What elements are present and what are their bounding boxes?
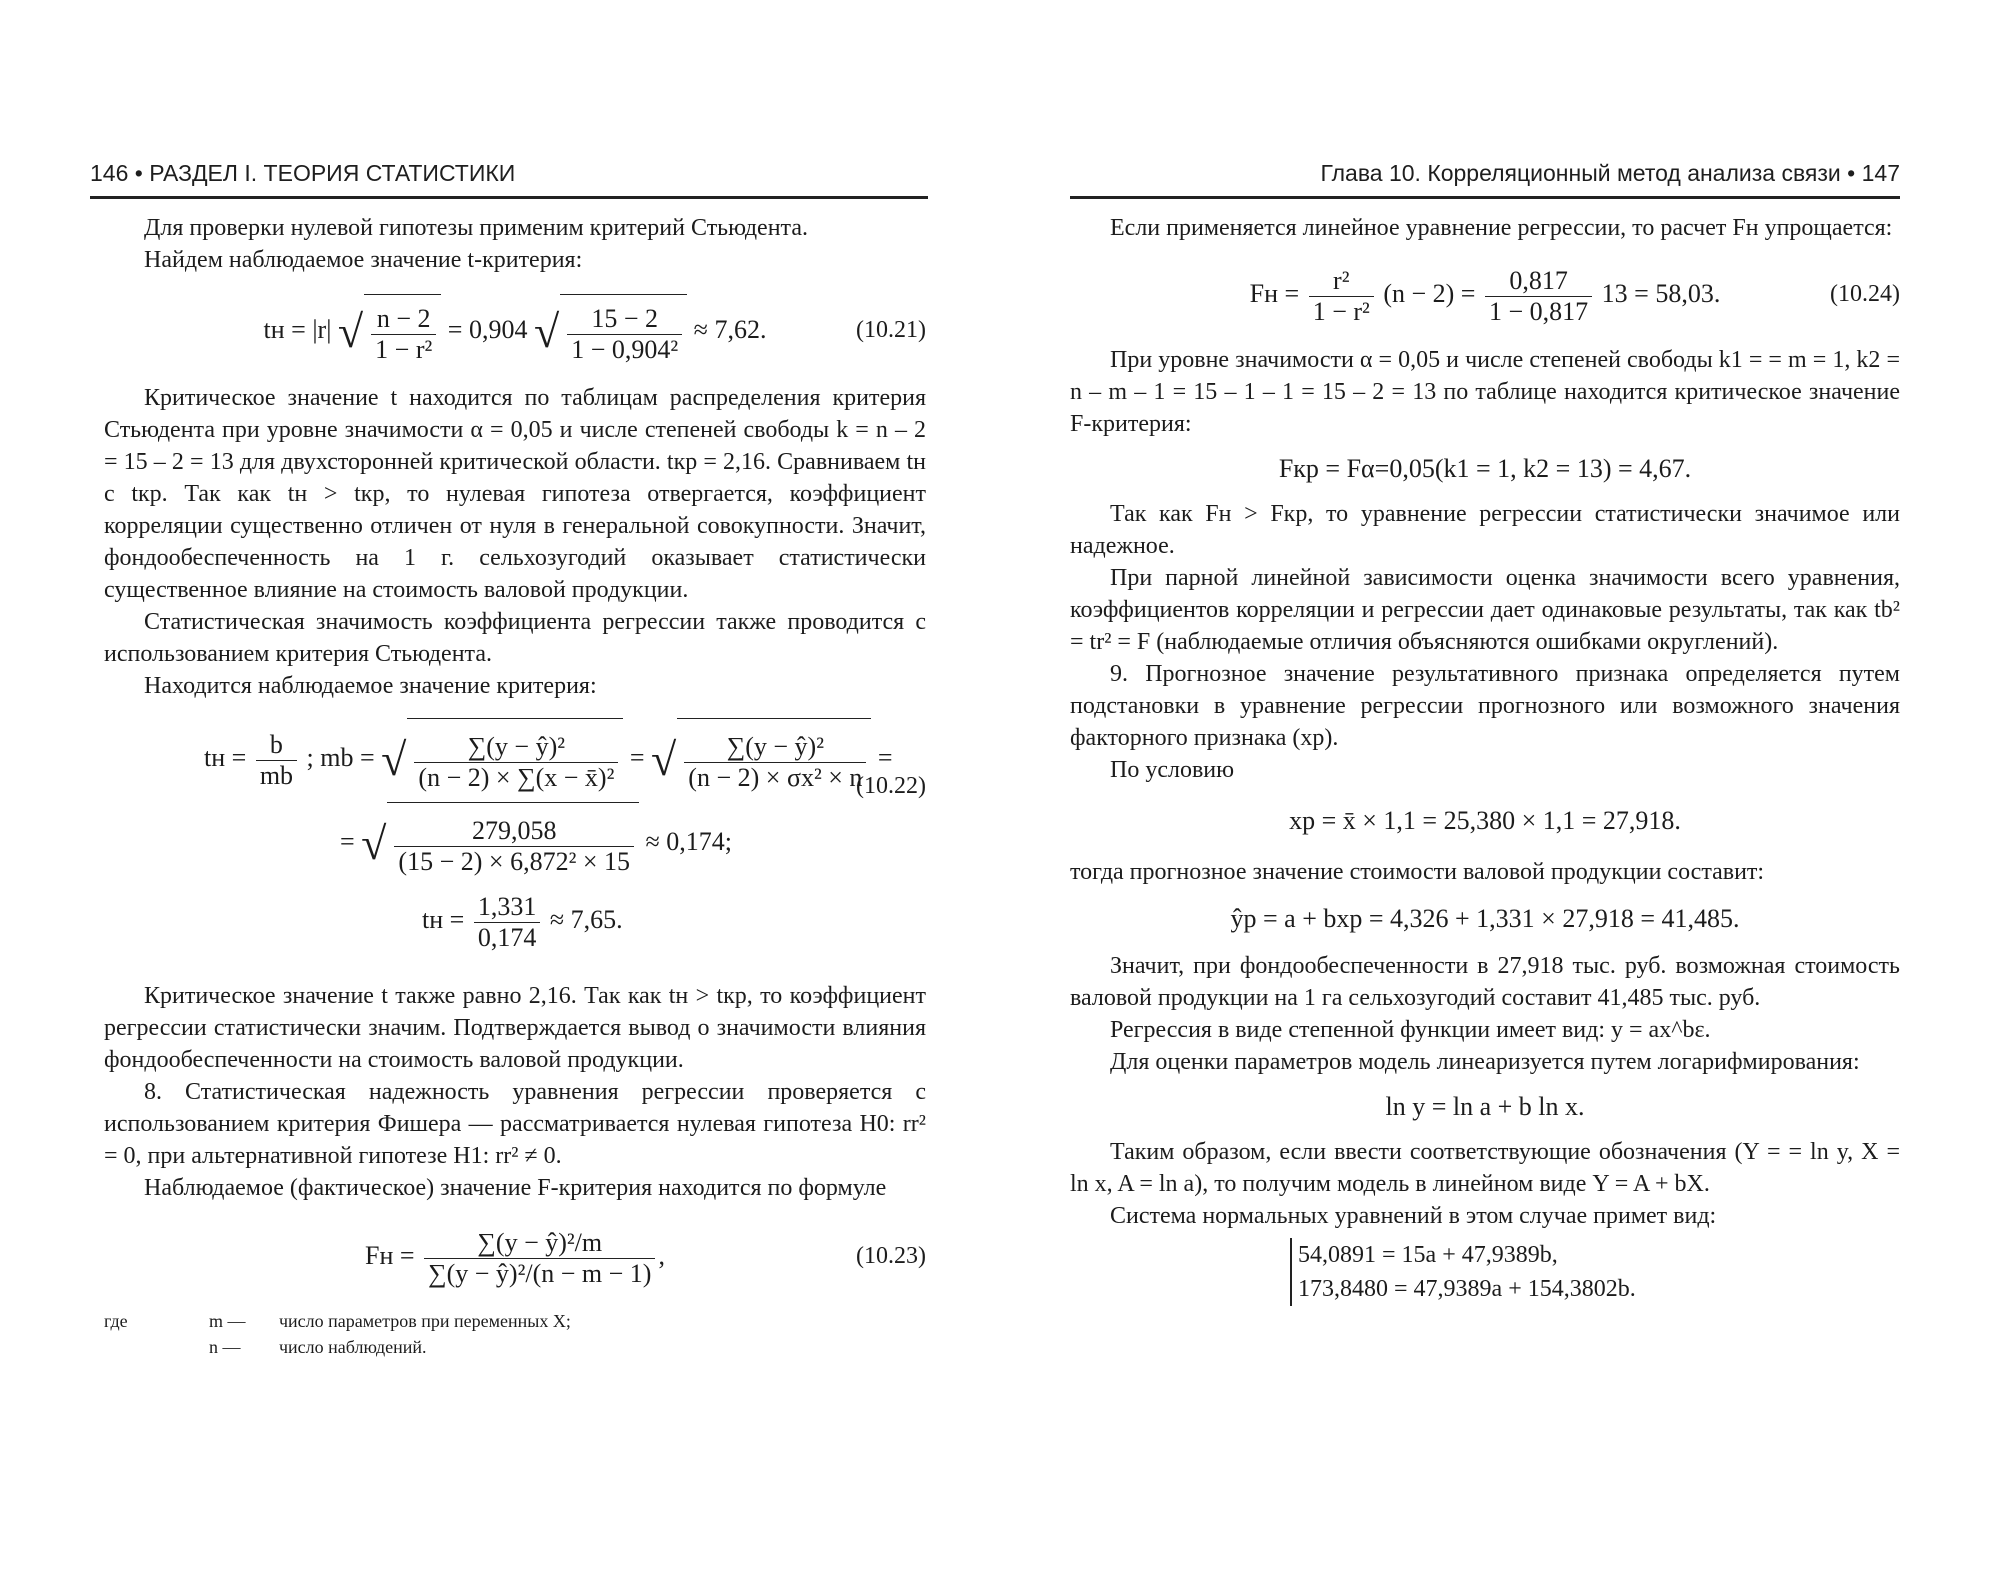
paragraph: Для оценки параметров модель линеаризуется путем логарифмирования: xyxy=(1110,1049,1860,1075)
sqrt-body xyxy=(387,802,639,887)
fraction xyxy=(684,732,866,793)
where-row xyxy=(104,1334,926,1360)
equation-number: (10.22) xyxy=(856,773,926,799)
paragraph: Найдем наблюдаемое значение t-критерия: xyxy=(144,247,583,273)
equation-10-24 xyxy=(1070,256,1900,332)
paragraph: Если применяется линейное уравнение регрессии, то расчет Fн упрощается: xyxy=(1110,215,1893,241)
denominator: ∑(y − ŷ)²/(n − m − 1) xyxy=(428,1258,652,1288)
denominator: 1 − r² xyxy=(375,335,433,365)
eq-term: Fн = xyxy=(365,1241,415,1270)
numerator: 15 − 2 xyxy=(567,304,682,335)
paragraph: При уровне значимости α = 0,05 и числе степеней свободы k1 = = m = 1, k2 = n – m – 1 = 15 – 1 – 1 = 15 – 2 = 13 по таблице находится критическое значение F-критерия: xyxy=(1070,347,1900,437)
paragraph: тогда прогнозное значение стоимости валовой продукции составит: xyxy=(1070,859,1765,885)
denominator: 0,174 xyxy=(477,922,537,952)
paragraph: Наблюдаемое (фактическое) значение F-критерия находится по формуле xyxy=(144,1175,887,1201)
paragraph: Критическое значение t также равно 2,16. Так как tн > tкр, то коэффициент регрессии статистически значим. Подтверждается вывод о значимости влияния фондообеспеченности на стоимость валовой продукции. xyxy=(104,983,926,1073)
fraction xyxy=(567,304,682,365)
eq-line xyxy=(104,800,926,884)
eq-term: = xyxy=(877,743,893,772)
where-desc: число параметров при переменных X; xyxy=(279,1311,571,1331)
sqrt-body xyxy=(560,294,687,371)
equation-number: (10.21) xyxy=(856,317,926,343)
paragraph: При парной линейной зависимости оценка значимости всего уравнения, коэффициентов корреляции и регрессии дает одинаковые результаты, так как tb² = tr² = F (наблюдаемые отличия объясняются ошибками округлений). xyxy=(1070,565,1900,655)
paragraph: Таким образом, если ввести соответствующие обозначения (Y = = ln y, X = ln x, A = ln a), то получим модель в линейном виде Y = A + bX. xyxy=(1070,1139,1900,1197)
eq-term: = xyxy=(629,743,645,772)
sqrt-body xyxy=(677,718,871,803)
eq-term: tн = |r| xyxy=(263,315,332,344)
sqrt-sign: √ xyxy=(651,734,677,786)
equation-system xyxy=(1290,1238,1900,1306)
numerator: 279,058 xyxy=(394,816,634,847)
eq-term: , xyxy=(658,1241,665,1270)
where-label: где xyxy=(104,1311,128,1331)
fraction xyxy=(474,892,541,953)
numerator: b xyxy=(256,730,297,761)
fraction xyxy=(414,732,618,793)
where-row xyxy=(104,1308,926,1334)
paragraph: Статистическая значимость коэффициента регрессии также проводится с использованием критерия Стьюдента. xyxy=(104,609,926,667)
eq-term: ; mb = xyxy=(306,743,375,772)
paragraph: По условию xyxy=(1110,757,1235,783)
numerator: ∑(y − ŷ)² xyxy=(414,732,618,763)
eq-term: ≈ 7,65. xyxy=(549,905,623,934)
numerator: n − 2 xyxy=(371,304,436,335)
eq-term: = xyxy=(340,827,355,856)
paragraph: Критическое значение t находится по таблицам распределения критерия Стьюдента при уровне значимости α = 0,05 и числе степеней свободы k = n – 2 = 15 – 2 = 13 для двухсторонней критической области. tкр = 2,16. Сравниваем tн с tкр. Так как tн > tкр, то нулевая гипотеза отвергается, коэффициент корреляции существенно отличен от нуля в генеральной совокупности. Значит, фондообеспеченность на 1 г. сельхозугодий оказывает статистически существенное влияние на стоимость валовой продукции. xyxy=(104,385,926,603)
fraction xyxy=(1485,266,1592,327)
eq-term: tн = xyxy=(204,743,247,772)
numerator: 0,817 xyxy=(1485,266,1592,297)
eq-term: ≈ 7,62. xyxy=(693,315,767,344)
fraction xyxy=(256,730,297,791)
denominator: (n − 2) × σx² × n xyxy=(688,763,863,793)
denominator: (n − 2) × ∑(x − x̄)² xyxy=(418,763,615,793)
equation-xp: xp = x̄ × 1,1 = 25,380 × 1,1 = 27,918. xyxy=(1289,806,1681,835)
paragraph: Регрессия в виде степенной функции имеет вид: y = ax^bε. xyxy=(1110,1017,1711,1043)
eq-term: ≈ 0,174; xyxy=(645,827,733,856)
denominator: 1 − 0,904² xyxy=(571,335,679,365)
fraction xyxy=(394,816,634,877)
equation-10-21 xyxy=(104,292,926,368)
where-spacer xyxy=(104,1334,209,1360)
sqrt-body xyxy=(407,718,623,803)
left-page-content xyxy=(104,212,926,1360)
denominator: 1 − r² xyxy=(1312,296,1370,326)
numerator: ∑(y − ŷ)² xyxy=(684,732,866,763)
system-line: 54,0891 = 15a + 47,9389b, xyxy=(1298,1242,1558,1268)
paragraph: Система нормальных уравнений в этом случае примет вид: xyxy=(1110,1203,1717,1229)
denominator: 1 − 0,817 xyxy=(1488,296,1589,326)
page-header-right: Глава 10. Корреляционный метод анализа связи • 147 xyxy=(1070,150,1900,199)
right-page-content xyxy=(1070,212,1900,1306)
equation-number: (10.23) xyxy=(856,1243,926,1269)
paragraph: Для проверки нулевой гипотезы применим критерий Стьюдента. xyxy=(144,215,808,241)
sqrt-body xyxy=(364,294,441,371)
sqrt-sign: √ xyxy=(337,306,364,358)
paragraph: 9. Прогнозное значение результативного признака определяется путем подстановки в уравнение регрессии прогнозного или возможного значения факторного признака (xp). xyxy=(1070,661,1900,751)
denominator: (15 − 2) × 6,872² × 15 xyxy=(398,847,631,877)
eq-term: 13 = 58,03. xyxy=(1601,279,1721,308)
where-desc: число наблюдений. xyxy=(279,1337,427,1357)
equation-10-22 xyxy=(104,716,926,966)
system-line: 173,8480 = 47,9389a + 154,3802b. xyxy=(1298,1276,1636,1302)
where-symbol: n — xyxy=(209,1337,241,1357)
equation-fkr: Fкр = Fα=0,05(k1 = 1, k2 = 13) = 4,67. xyxy=(1278,454,1692,483)
eq-term: Fн = xyxy=(1249,279,1300,308)
denominator: mb xyxy=(259,760,294,790)
fraction xyxy=(1309,266,1374,327)
where-legend xyxy=(104,1308,926,1360)
numerator: ∑(y − ŷ)²/m xyxy=(424,1228,655,1259)
paragraph: Так как Fн > Fкр, то уравнение регрессии статистически значимое или надежное. xyxy=(1070,501,1900,559)
sqrt-sign: √ xyxy=(381,734,407,786)
fraction xyxy=(424,1228,655,1289)
page-header-left: 146 • РАЗДЕЛ I. ТЕОРИЯ СТАТИСТИКИ xyxy=(90,150,928,199)
equation-ln: ln y = ln a + b ln x. xyxy=(1385,1092,1585,1121)
sqrt-sign: √ xyxy=(533,306,560,358)
paragraph: Находится наблюдаемое значение критерия: xyxy=(144,673,597,699)
equation-yp: ŷp = a + bxp = 4,326 + 1,331 × 27,918 = 41,485. xyxy=(1230,904,1740,933)
eq-line xyxy=(104,716,926,800)
eq-line xyxy=(104,884,926,956)
right-page xyxy=(1000,0,2000,1579)
equation-10-23 xyxy=(104,1218,926,1294)
numerator: 1,331 xyxy=(474,892,541,923)
eq-term: tн = xyxy=(422,905,465,934)
numerator: r² xyxy=(1309,266,1374,297)
eq-term: = 0,904 xyxy=(447,315,528,344)
paragraph: Значит, при фондообеспеченности в 27,918 тыс. руб. возможная стоимость валовой продукции на 1 га сельхозугодий составит 41,485 тыс. руб. xyxy=(1070,953,1900,1011)
paragraph: 8. Статистическая надежность уравнения регрессии проверяется с использованием критерия Фишера — рассматривается нулевая гипотеза H0: rr² = 0, при альтернативной гипотезе H1: rr² ≠ 0. xyxy=(104,1079,926,1169)
equation-number: (10.24) xyxy=(1830,281,1900,307)
fraction xyxy=(371,304,436,365)
eq-term: (n − 2) = xyxy=(1383,279,1476,308)
where-symbol: m — xyxy=(209,1311,246,1331)
sqrt-sign: √ xyxy=(361,818,387,870)
